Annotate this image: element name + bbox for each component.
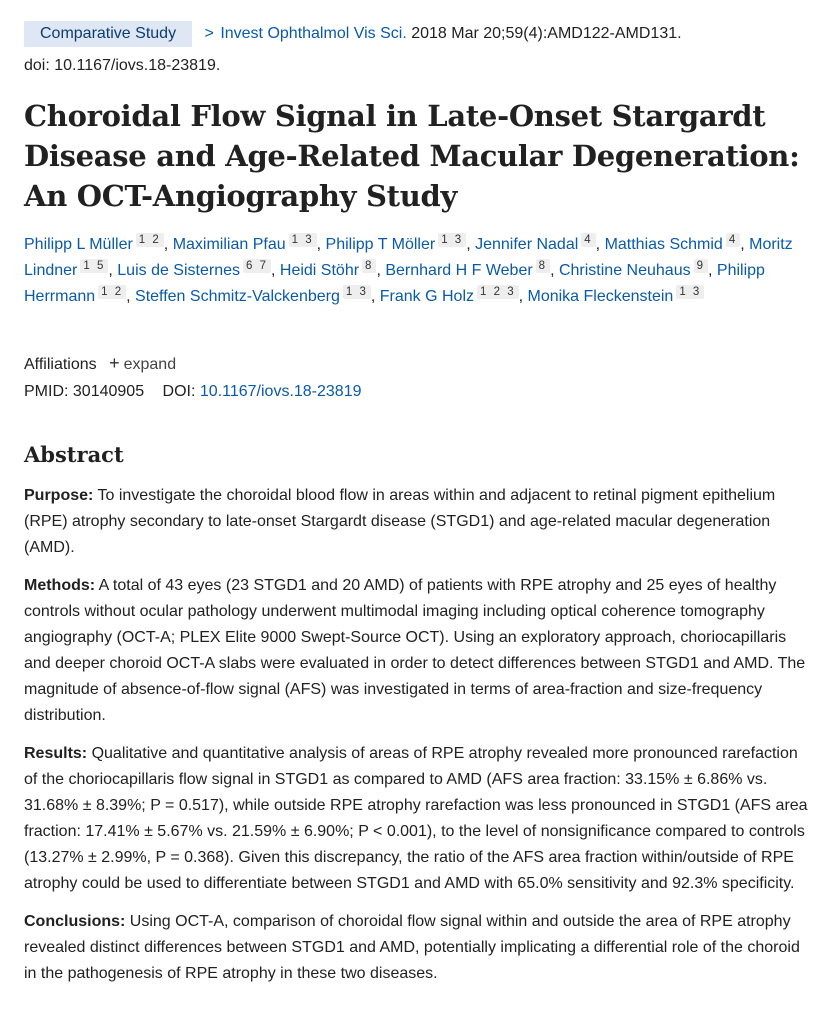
abstract-heading: Abstract	[24, 442, 124, 467]
author-link[interactable]: Bernhard H F Weber	[385, 262, 533, 279]
pmid-label: PMID:	[24, 383, 69, 400]
affiliation-reference[interactable]: 8	[536, 259, 550, 273]
citation-header	[24, 20, 812, 48]
abstract-methods	[24, 573, 810, 729]
author-item	[24, 236, 164, 253]
affiliation-reference[interactable]: 1 3	[343, 285, 371, 299]
author-item	[280, 262, 377, 279]
affiliations-expand-button[interactable]	[109, 353, 177, 373]
author-link[interactable]: Philipp Herrmann	[24, 262, 765, 305]
affiliation-reference[interactable]: 4	[581, 233, 595, 247]
article-title: Choroidal Flow Signal in Late-Onset Stargardt Disease and Age-Related Macular Degeneration: An OCT-Angiography Study	[24, 99, 800, 213]
citation-doi: doi: 10.1167/iovs.18-23819.	[24, 57, 221, 74]
abstract-section-label: Results:	[24, 745, 88, 762]
affiliation-reference[interactable]: 4	[726, 233, 740, 247]
abstract-section-text: To investigate the choroidal blood flow in areas within and adjacent to retinal pigment epithelium (RPE) atrophy secondary to late-onset Stargardt disease (STGD1) and age-related macular degeneration (AMD).	[24, 487, 776, 556]
abstract-section-text: Using OCT-A, comparison of choroidal flow signal within and outside the area of RPE atrophy revealed distinct differences between STGD1 and AMD, potentially implicating a differential role of the choroid in the pathogenesis of RPE atrophy in these two diseases.	[24, 913, 800, 982]
publication-type-badge: Comparative Study	[24, 21, 192, 47]
affiliation-reference[interactable]: 1 5	[80, 259, 108, 273]
affiliations-row	[24, 350, 176, 378]
abstract-results	[24, 741, 810, 897]
author-item	[527, 288, 704, 305]
author-item	[475, 236, 596, 253]
citation-details: 2018 Mar 20;59(4):AMD122-AMD131.	[411, 25, 682, 42]
affiliation-reference[interactable]: 8	[362, 259, 376, 273]
affiliation-reference[interactable]: 9	[694, 259, 708, 273]
abstract-section-label: Methods:	[24, 577, 96, 594]
author-link[interactable]: Christine Neuhaus	[558, 262, 691, 279]
abstract-section-label: Conclusions:	[24, 913, 126, 930]
author-item	[173, 236, 317, 253]
author-link[interactable]: Frank G Holz	[379, 288, 475, 305]
affiliation-reference[interactable]: 1 3	[676, 285, 704, 299]
plus-icon: +	[109, 353, 120, 373]
doi-link[interactable]: 10.1167/iovs.18-23819	[199, 383, 362, 400]
author-item	[135, 288, 371, 305]
affiliation-reference[interactable]: 6 7	[243, 259, 271, 273]
author-link[interactable]: Maximilian Pfau	[172, 236, 286, 253]
author-link[interactable]: Philipp T Möller	[325, 236, 436, 253]
abstract-conclusions	[24, 909, 810, 987]
abstract-section-text: A total of 43 eyes (23 STGD1 and 20 AMD) of patients with RPE atrophy and 25 eyes of healthy controls without ocular pathology underwent multimodal imaging including optical coherence tomography angiography (OCT-A; PLEX Elite 9000 Swept-Source OCT). Using an exploratory approach, choriocapillaris and deeper choroid OCT-A slabs were evaluated in order to detect differences between STGD1 and AMD. The magnitude of absence-of-flow signal (AFS) was investigated in terms of area-fraction and size-frequency distribution.	[24, 577, 806, 724]
journal-link[interactable]	[205, 25, 407, 42]
pmid-value: 30140905	[72, 383, 145, 400]
author-item	[559, 262, 708, 279]
identifiers-row	[24, 379, 362, 405]
author-link[interactable]: Matthias Schmid	[604, 236, 723, 253]
abstract-section-text: Qualitative and quantitative analysis of areas of RPE atrophy revealed more pronounced rarefaction of the choriocapillaris flow signal in STGD1 as compared to AMD (AFS area fraction: 33.15% ± 6.86% vs. 31.68% ± 8.39%; P = 0.517), while outside RPE atrophy rarefaction was less pronounced in STGD1 (AFS area fraction: 17.41% ± 5.67% vs. 21.59% ± 6.90%; P < 0.001), to the level of nonsignificance compared to controls (13.27% ± 2.99%, P = 0.368). Given this discrepancy, the ratio of the AFS area fraction within/outside of RPE atrophy could be used to differentiate between STGD1 and AMD with 65.0% sensitivity and 92.3% specificity.	[24, 745, 808, 892]
author-item	[385, 262, 550, 279]
affiliations-label: Affiliations	[24, 356, 97, 373]
affiliation-reference[interactable]: 1 2 3	[477, 285, 519, 299]
abstract-body	[24, 483, 810, 999]
author-item	[380, 288, 519, 305]
author-link[interactable]: Monika Fleckenstein	[527, 288, 674, 305]
expand-label: expand	[123, 356, 177, 373]
author-link[interactable]: Jennifer Nadal	[475, 236, 579, 253]
affiliation-reference[interactable]: 1 2	[136, 233, 164, 247]
affiliation-reference[interactable]: 1 2	[98, 285, 126, 299]
author-link[interactable]: Steffen Schmitz-Valckenberg	[135, 288, 340, 305]
affiliation-reference[interactable]: 1 3	[289, 233, 317, 247]
author-item	[605, 236, 741, 253]
author-item	[117, 262, 271, 279]
chevron-right-icon: >	[204, 25, 214, 42]
author-link[interactable]: Moritz Lindner	[24, 236, 793, 279]
abstract-section-label: Purpose:	[24, 487, 94, 504]
journal-name: Invest Ophthalmol Vis Sci.	[220, 25, 407, 42]
author-link[interactable]: Philipp L Müller	[24, 236, 133, 253]
author-link[interactable]: Heidi Stöhr	[279, 262, 360, 279]
affiliation-reference[interactable]: 1 3	[438, 233, 466, 247]
author-item	[326, 236, 467, 253]
doi-label: DOI:	[162, 383, 196, 400]
abstract-purpose	[24, 483, 810, 561]
author-link[interactable]: Luis de Sisternes	[117, 262, 240, 279]
authors-list: Philipp L Müller 1 2 , Maximilian Pfau 1 3 , Philipp T Möller 1 3 , Jennifer Nadal 4 , Matthias Schmid 4 , Moritz Lindner 1 5 , Luis de Sisternes 6 7 , Heidi Stöhr 8 , Bernhard H F Weber 8 , Christine Neuhaus 9 , Philipp Herrmann 1 2 , Steffen Schmitz-Valckenberg 1 3 , Frank G Holz 1 2 3 , Monika Fleckenstein 1 3	[24, 234, 793, 305]
